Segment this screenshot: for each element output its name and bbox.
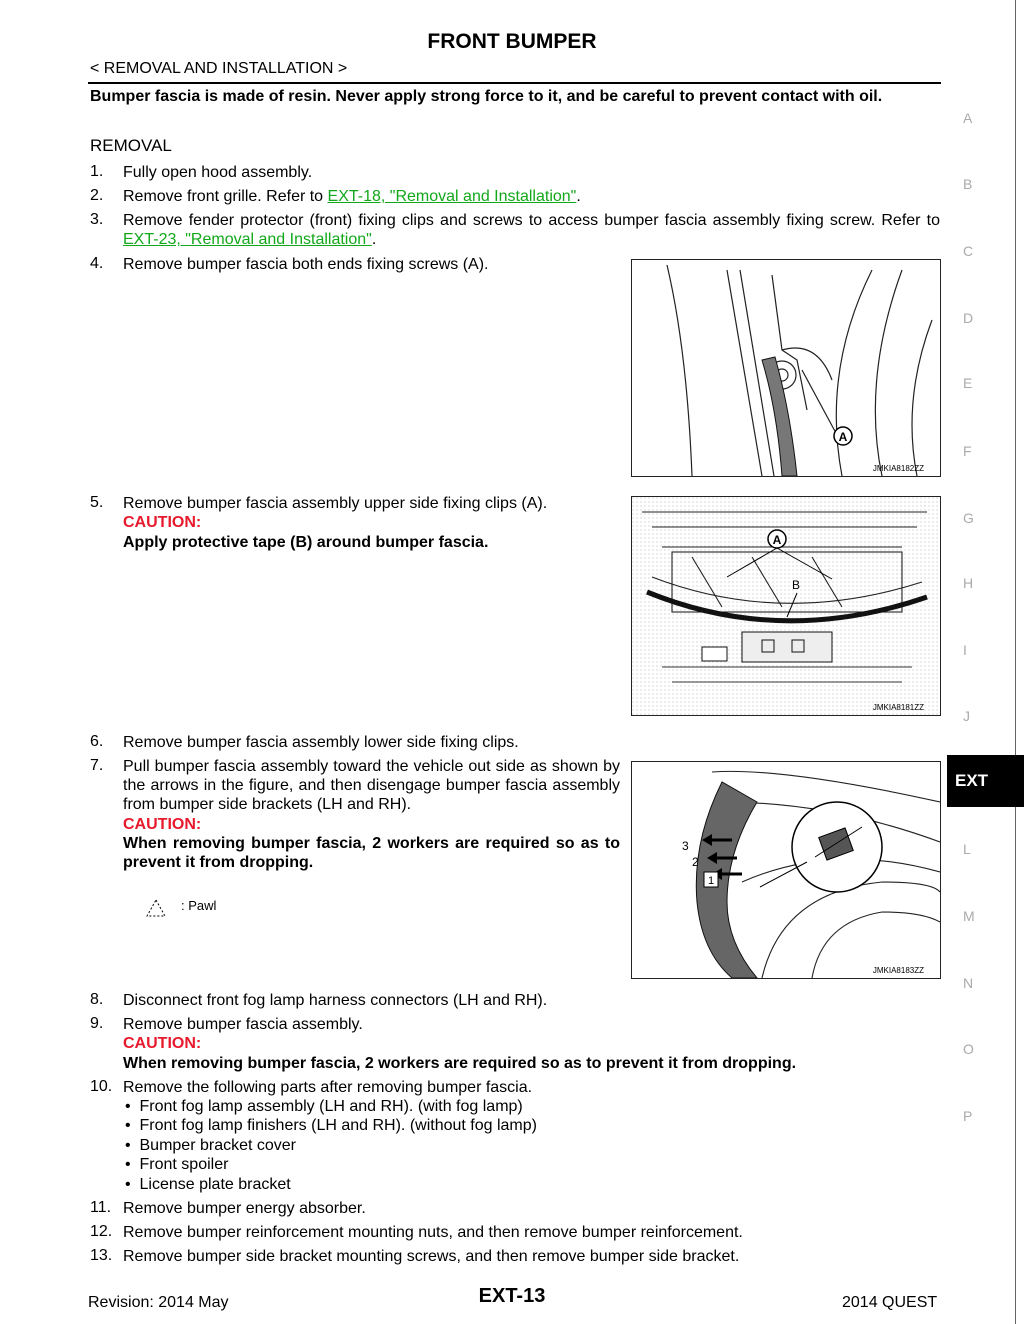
side-index-o[interactable]: O	[963, 1041, 974, 1057]
footer-revision: Revision: 2014 May	[88, 1294, 229, 1311]
step-text: Pull bumper fascia assembly toward the vehicle out side as shown by the arrows in the figure, and then disengage bumper fascia assembly from bumper side brackets (LH and RH).	[123, 758, 620, 813]
step-text: Remove the following parts after removing bumper fascia.	[123, 1079, 533, 1096]
step-text-part: .	[371, 231, 377, 248]
page-edge-line	[1015, 0, 1016, 1324]
list-item: • Front spoiler	[125, 1156, 229, 1173]
section-heading: < REMOVAL AND INSTALLATION >	[90, 60, 348, 77]
side-index-c[interactable]: C	[963, 243, 974, 259]
step-text: Disconnect front fog lamp harness connectors (LH and RH).	[123, 992, 548, 1009]
step-number: 9.	[90, 1015, 104, 1032]
arrow-label-1: 1	[707, 875, 715, 887]
figure-code: JMKIA8182ZZ	[872, 464, 924, 473]
ext-23-link[interactable]: EXT-23, "Removal and Installation"	[123, 231, 372, 248]
upper-clips-illustration	[632, 497, 940, 715]
figure-label-a: A	[772, 533, 782, 547]
pawl-icon	[145, 897, 167, 919]
side-index-l[interactable]: L	[963, 841, 971, 857]
step-number: 7.	[90, 757, 104, 774]
footer-page-number: EXT-13	[478, 1285, 546, 1307]
step-number: 11.	[90, 1199, 112, 1216]
step-text: Remove bumper energy absorber.	[123, 1200, 366, 1217]
side-index-b[interactable]: B	[963, 176, 973, 192]
step-number: 13.	[90, 1247, 113, 1264]
step-number: 2.	[90, 187, 104, 204]
resin-warning: Bumper fascia is made of resin. Never apply strong force to it, and be careful to prevent contact with oil.	[90, 88, 883, 105]
footer-model: 2014 QUEST	[842, 1294, 938, 1311]
figure-code: JMKIA8181ZZ	[872, 703, 924, 712]
side-index-e[interactable]: E	[963, 375, 973, 391]
step-text: Remove bumper side bracket mounting screws, and then remove bumper side bracket.	[123, 1248, 740, 1265]
step-text-part: Remove front grille. Refer to	[123, 188, 328, 205]
figure-code: JMKIA8183ZZ	[872, 966, 924, 975]
step-text: Fully open hood assembly.	[123, 164, 313, 181]
figure-upper-clips	[631, 496, 941, 716]
step-text	[123, 211, 940, 249]
step-number: 12.	[90, 1223, 113, 1240]
list-item-text: Front spoiler	[139, 1156, 229, 1173]
step-text: Remove bumper reinforcement mounting nuts, and then remove bumper reinforcement.	[123, 1224, 743, 1241]
step-text: Remove bumper fascia both ends fixing screws (A).	[123, 256, 489, 273]
caution-label: CAUTION:	[123, 514, 202, 531]
side-index-d[interactable]: D	[963, 310, 974, 326]
step-text: Remove bumper fascia assembly lower side fixing clips.	[123, 734, 519, 751]
pull-fascia-illustration	[632, 762, 940, 978]
side-index-m[interactable]: M	[963, 908, 975, 924]
figure-label-b: B	[792, 578, 801, 592]
caution-label: CAUTION:	[123, 1035, 202, 1052]
side-index-a[interactable]: A	[963, 110, 973, 126]
side-index-p[interactable]: P	[963, 1108, 973, 1124]
removal-heading: REMOVAL	[90, 136, 172, 155]
step-number: 3.	[90, 211, 104, 228]
step-number: 10.	[90, 1078, 113, 1095]
figure-end-screws	[631, 259, 941, 477]
side-index-ext-label: EXT	[955, 771, 989, 790]
side-index-i[interactable]: I	[963, 642, 967, 658]
ext-18-link[interactable]: EXT-18, "Removal and Installation"	[327, 188, 577, 205]
list-item-text: Front fog lamp finishers (LH and RH). (without fog lamp)	[139, 1117, 537, 1134]
caution-text: Apply protective tape (B) around bumper fascia.	[123, 534, 489, 551]
list-item: • Front fog lamp assembly (LH and RH). (with fog lamp)	[125, 1098, 523, 1115]
figure-label-a: A	[838, 430, 848, 444]
pawl-legend: : Pawl	[181, 898, 217, 913]
arrow-label-2: 2	[692, 855, 699, 869]
list-item-text: Bumper bracket cover	[139, 1137, 297, 1154]
caution-text: When removing bumper fascia, 2 workers are required so as to prevent it from dropping.	[123, 1055, 797, 1072]
side-index-ext-tab[interactable]	[947, 755, 1024, 807]
step-number: 8.	[90, 991, 104, 1008]
step-number: 1.	[90, 163, 104, 180]
step-number: 6.	[90, 733, 104, 750]
caution-label: CAUTION:	[123, 816, 202, 833]
side-index-j[interactable]: J	[963, 708, 970, 724]
step-text-part: Remove fender protector (front) fixing clips and screws to access bumper fascia assembly fixing screw. Refer to	[123, 212, 940, 229]
step-number: 4.	[90, 255, 104, 272]
side-index-f[interactable]: F	[963, 443, 972, 459]
list-item: • Front fog lamp finishers (LH and RH). (without fog lamp)	[125, 1117, 537, 1134]
side-index-n[interactable]: N	[963, 975, 974, 991]
side-index-g[interactable]: G	[963, 510, 974, 526]
step-text: Remove bumper fascia assembly upper side fixing clips (A).	[123, 495, 548, 512]
list-item-text: Front fog lamp assembly (LH and RH). (with fog lamp)	[139, 1098, 523, 1115]
section-divider	[88, 82, 941, 84]
step-text: Remove bumper fascia assembly.	[123, 1016, 363, 1033]
end-screws-illustration	[632, 260, 940, 476]
list-item-text: License plate bracket	[139, 1176, 291, 1193]
step-text-part: .	[576, 188, 581, 205]
step-number: 5.	[90, 494, 104, 511]
arrow-label-3: 3	[682, 839, 689, 853]
side-index-h[interactable]: H	[963, 575, 974, 591]
list-item: • Bumper bracket cover	[125, 1137, 297, 1154]
figure-pull-fascia	[631, 761, 941, 979]
step-text	[123, 187, 581, 206]
list-item: • License plate bracket	[125, 1176, 291, 1193]
caution-text: When removing bumper fascia, 2 workers are required so as to prevent it from dropping.	[123, 835, 620, 871]
page-title: FRONT BUMPER	[427, 30, 597, 53]
